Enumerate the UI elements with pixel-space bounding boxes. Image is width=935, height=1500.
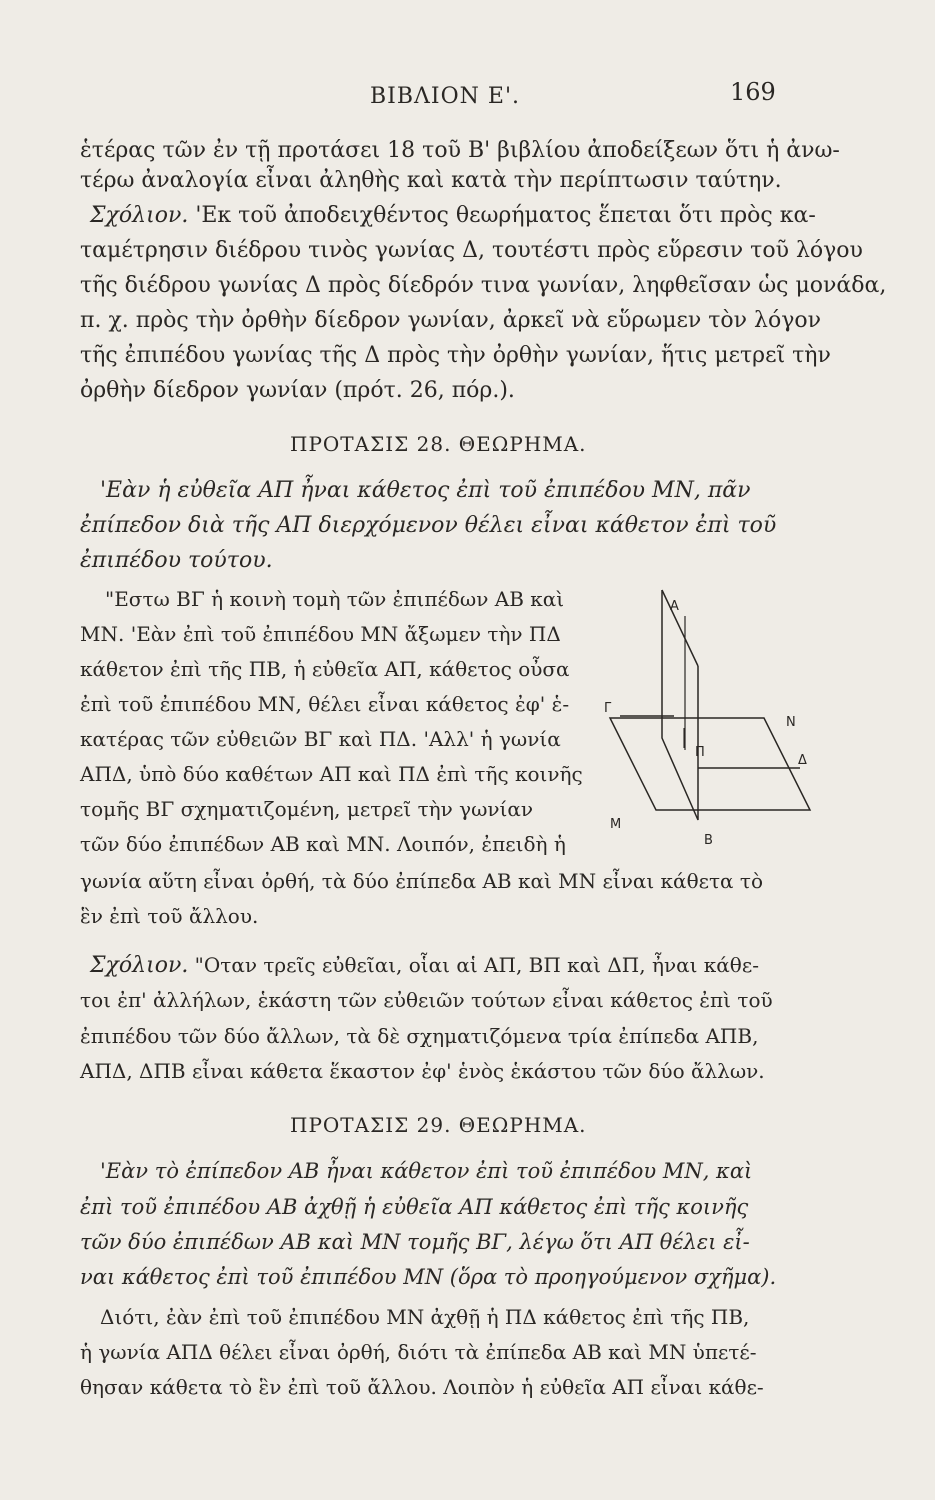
proof-line: κατέρας τῶν εὐθειῶν ΒΓ καὶ ΠΔ. 'Αλλ' ἡ γωνία [80, 727, 561, 751]
label-m: M [610, 817, 622, 832]
proof-line: "Εστω ΒΓ ἡ κοινὴ τομὴ τῶν ἐπιπέδων ΑΒ καὶ [105, 587, 565, 611]
scholion-text: "Οταν τρεῖς εὐθεῖαι, οἷαι αἱ ΑΠ, ΒΠ καὶ ΔΠ, ἦναι κάθε- [194, 953, 759, 977]
text-line: ΑΠΔ, ΔΠΒ εἶναι κάθετα ἕκαστον ἐφ' ἑνὸς ἑκάστου τῶν δύο ἄλλων. [80, 1059, 765, 1083]
scholion-line [90, 201, 816, 231]
scholion-line [90, 950, 759, 981]
text-line: τῆς ἐπιπέδου γωνίας τῆς Δ πρὸς τὴν ὀρθὴν γωνίαν, ἥτις μετρεῖ τὴν [80, 343, 831, 368]
statement-line: 'Εὰν ἡ εὐθεῖα ΑΠ ἦναι κάθετος ἐπὶ τοῦ ἐπιπέδου ΜΝ, πᾶν [100, 478, 751, 503]
label-d: Δ [798, 753, 807, 768]
plane-ab-top [662, 590, 698, 666]
proposition-heading: ΠΡΟΤΑΣΙΣ 28. ΘΕΩΡΗΜΑ. [290, 432, 587, 456]
page-number: 169 [730, 78, 776, 106]
statement-line: ἐπίπεδον διὰ τῆς ΑΠ διερχόμενον θέλει εἶναι κάθετον ἐπὶ τοῦ [80, 513, 777, 538]
proof-line: ΜΝ. 'Εὰν ἐπὶ τοῦ ἐπιπέδου ΜΝ ἄξωμεν τὴν ΠΔ [80, 622, 561, 646]
statement-line: 'Εὰν τὸ ἐπίπεδον ΑΒ ἦναι κάθετον ἐπὶ τοῦ ἐπιπέδου ΜΝ, καὶ [100, 1159, 753, 1183]
text-line: τέρω ἀναλογία εἶναι ἀληθὴς καὶ κατὰ τὴν περίπτωσιν ταύτην. [80, 168, 782, 193]
label-p: Π [695, 745, 705, 760]
label-g: Γ [604, 701, 612, 716]
text-line: τῆς διέδρου γωνίας Δ πρὸς δίεδρόν τινα γωνίαν, ληφθεῖσαν ὡς μονάδα, [80, 273, 887, 298]
proof-line: γωνία αὕτη εἶναι ὀρθή, τὰ δύο ἐπίπεδα ΑΒ καὶ ΜΝ εἶναι κάθετα τὸ [80, 869, 763, 893]
label-a: A [670, 599, 679, 614]
proposition-heading: ΠΡΟΤΑΣΙΣ 29. ΘΕΩΡΗΜΑ. [290, 1113, 587, 1137]
proof-line: Διότι, ἐὰν ἐπὶ τοῦ ἐπιπέδου ΜΝ ἀχθῇ ἡ ΠΔ κάθετος ἐπὶ τῆς ΠΒ, [100, 1305, 750, 1329]
geometry-figure [600, 588, 830, 858]
proof-line: θησαν κάθετα τὸ ἓν ἐπὶ τοῦ ἄλλου. Λοιπὸν ἡ εὐθεῖα ΑΠ εἶναι κάθε- [80, 1375, 764, 1399]
statement-line: ναι κάθετος ἐπὶ τοῦ ἐπιπέδου ΜΝ (ὅρα τὸ προηγούμενον σχῆμα). [80, 1265, 777, 1289]
proof-line: τῶν δύο ἐπιπέδων ΑΒ καὶ ΜΝ. Λοιπόν, ἐπειδὴ ἡ [80, 832, 566, 856]
text-line: π. χ. πρὸς τὴν ὀρθὴν δίεδρον γωνίαν, ἀρκεῖ νὰ εὕρωμεν τὸν λόγον [80, 308, 821, 333]
statement-line: ἐπὶ τοῦ ἐπιπέδου ΑΒ ἀχθῇ ἡ εὐθεῖα ΑΠ κάθετος ἐπὶ τῆς κοινῆς [80, 1195, 749, 1219]
text-line: ἐπιπέδου τῶν δύο ἄλλων, τὰ δὲ σχηματιζόμενα τρία ἐπίπεδα ΑΠΒ, [80, 1024, 759, 1048]
proof-line: ἓν ἐπὶ τοῦ ἄλλου. [80, 904, 259, 928]
proof-line: ἐπὶ τοῦ ἐπιπέδου ΜΝ, θέλει εἶναι κάθετος ἐφ' ἑ- [80, 692, 570, 716]
proof-line: ἡ γωνία ΑΠΔ θέλει εἶναι ὀρθή, διότι τὰ ἐπίπεδα ΑΒ καὶ ΜΝ ὑπετέ- [80, 1340, 757, 1364]
statement-line: ἐπιπέδου τούτου. [80, 548, 273, 573]
statement-line: τῶν δύο ἐπιπέδων ΑΒ καὶ ΜΝ τομῆς ΒΓ, λέγω ὅτι ΑΠ θέλει εἶ- [80, 1230, 750, 1254]
scholion-label: Σχόλιον. [90, 953, 189, 978]
label-n: N [786, 715, 796, 730]
text-line: τοι ἐπ' ἀλλήλων, ἑκάστη τῶν εὐθειῶν τούτων εἶναι κάθετος ἐπὶ τοῦ [80, 988, 773, 1012]
text-line: ἑτέρας τῶν ἐν τῇ προτάσει 18 τοῦ Β' βιβλίου ἀποδείξεων ὅτι ἡ ἀνω- [80, 138, 840, 163]
plane-ab [662, 590, 698, 820]
proof-line: τομῆς ΒΓ σχηματιζομένη, μετρεῖ τὴν γωνίαν [80, 797, 534, 821]
text-line: ταμέτρησιν διέδρου τινὸς γωνίας Δ, τουτέστι πρὸς εὕρεσιν τοῦ λόγου [80, 238, 863, 263]
page-header [0, 78, 935, 124]
label-b: B [704, 833, 713, 848]
scholion-text: 'Εκ τοῦ ἀποδειχθέντος θεωρήματος ἕπεται ὅτι πρὸς κα- [195, 203, 816, 228]
text-line: ὀρθὴν δίεδρον γωνίαν (πρότ. 26, πόρ.). [80, 378, 515, 403]
scholion-label: Σχόλιον. [90, 203, 189, 228]
proof-line: κάθετον ἐπὶ τῆς ΠΒ, ἡ εὐθεῖα ΑΠ, κάθετος οὖσα [80, 657, 570, 681]
running-title: ΒΙΒΛΙΟΝ Ε'. [370, 84, 520, 109]
proof-line: ΑΠΔ, ὑπὸ δύο καθέτων ΑΠ καὶ ΠΔ ἐπὶ τῆς κοινῆς [80, 762, 583, 786]
plane-mn [610, 718, 810, 810]
